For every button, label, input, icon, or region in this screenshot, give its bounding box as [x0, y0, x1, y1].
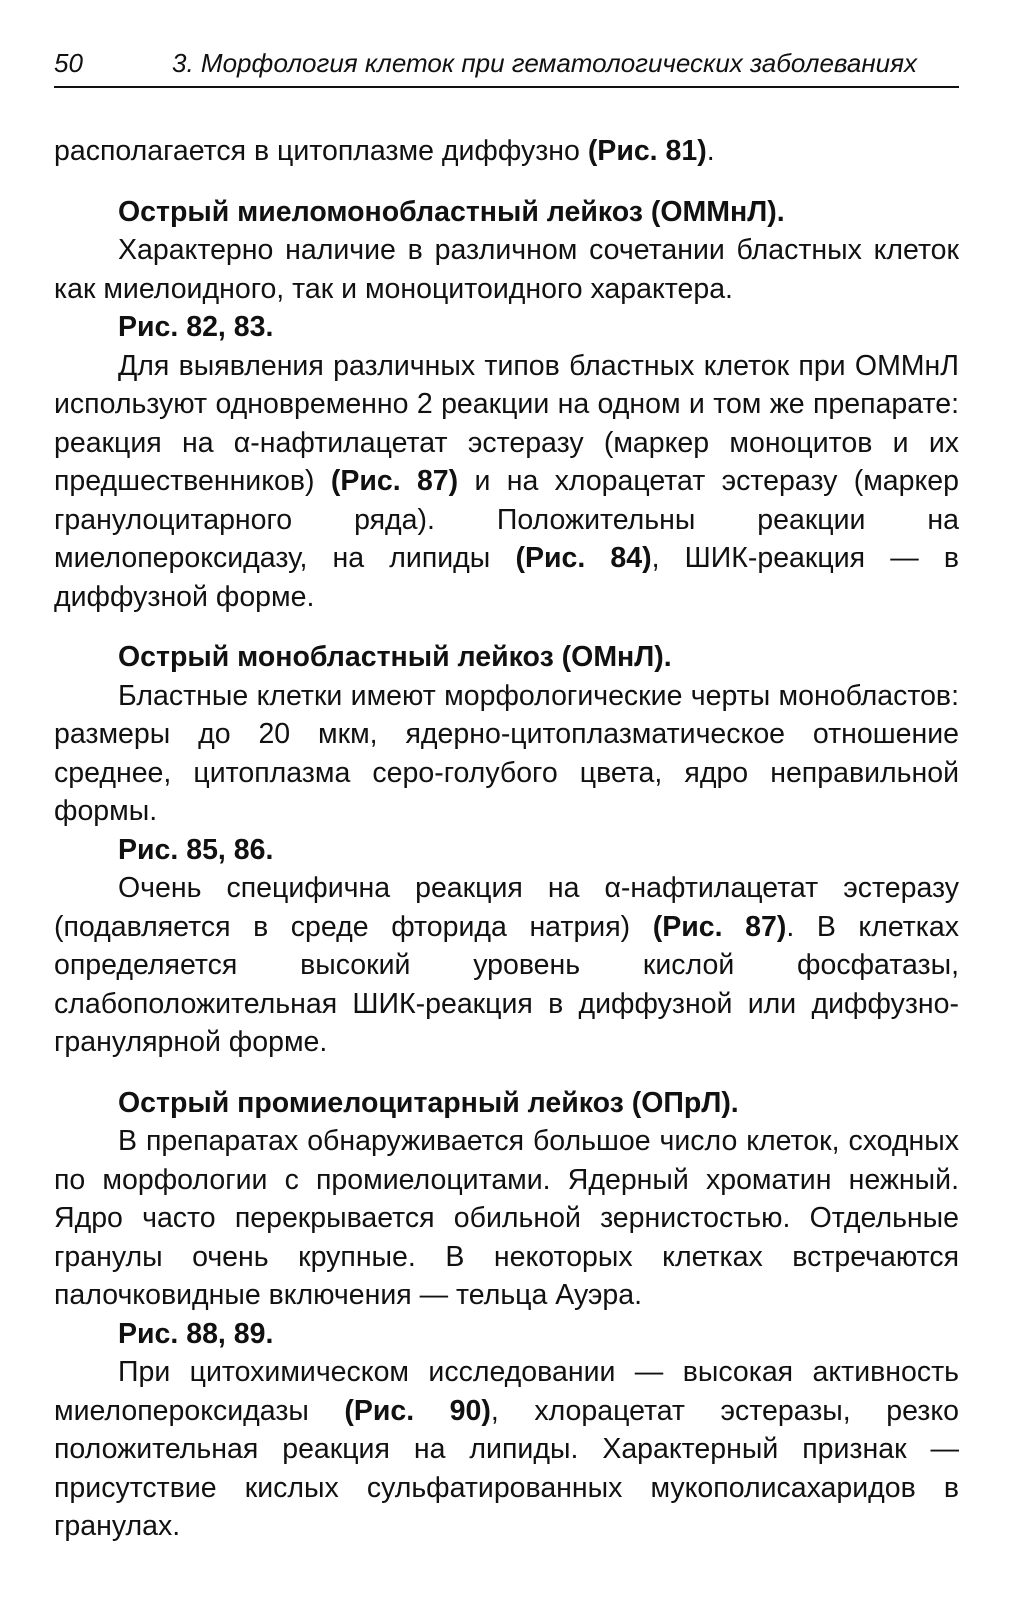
paragraph: Характерно наличие в различном сочетании бластных клеток как миелоидного, так и моноцитоидного характера.	[54, 234, 959, 305]
page-body	[54, 132, 959, 1546]
paragraph: Для выявления различных типов бластных клеток при ОММнЛ используют одновременно 2 реакции на одном и том же препарате: реакция на α-нафтилацетат эстеразу (маркер моноцитов и их предшественников) (Рис. 87) и на хлорацетат эстеразу (маркер гранулоцитарного ряда). Положительны реакции на миелопероксидазу, на липиды (Рис. 84), ШИК-реакция — в диффузной форме.	[54, 349, 959, 613]
running-header	[54, 44, 959, 88]
page-number: 50	[54, 48, 83, 78]
figure-caption-ref: Рис. 88, 89.	[118, 1317, 274, 1350]
figure-caption-ref: Рис. 82, 83.	[118, 311, 274, 343]
figure-reference: (Рис. 84)	[515, 542, 652, 574]
section-heading-ommnl: Острый миеломонобластный лейкоз (ОММнЛ).	[118, 195, 785, 228]
paragraph: В препаратах обнаруживается большое число клеток, сходных по морфологии с промиелоцитами. Ядерный хроматин нежный. Ядро часто перекрывается обильной зернистостью. Отдельные гранулы очень крупные. В некоторых клетках встречаются палочковидные включения — тельца Ауэра.	[54, 1125, 959, 1311]
figure-caption-ref: Рис. 85, 86.	[118, 833, 274, 866]
section-heading-omnl: Острый монобластный лейкоз (ОМнЛ).	[118, 641, 672, 673]
figure-reference: (Рис. 87)	[652, 910, 787, 943]
paragraph: При цитохимическом исследовании — высокая активность миелопероксидазы (Рис. 90), хлорацетат эстеразы, резко положительная реакция на липиды. Характерный признак — присутствие кислых сульфатированных мукополисахаридов в гранулах.	[54, 1356, 960, 1542]
section-heading-oprl: Острый промиелоцитарный лейкоз (ОПрЛ).	[118, 1086, 739, 1119]
paragraph: Очень специфична реакция на α-нафтилацетат эстеразу (подавляется в среде фторида натрия) (Рис. 87). В клетках определяется высокий уровень кислой фосфатазы, слабоположительная ШИК-реакция в диффузной или диффузно-гранулярной форме.	[54, 872, 959, 1058]
paragraph: Бластные клетки имеют морфологические черты монобластов: размеры до 20 мкм, ядерно-цитоплазматическое отношение среднее, цитоплазма серо-голубого цвета, ядро неправильной формы.	[54, 679, 959, 827]
figure-reference: (Рис. 90)	[344, 1394, 491, 1427]
paragraph-continuation: располагается в цитоплазме диффузно (Рис. 81).	[54, 135, 715, 167]
figure-reference: (Рис. 87)	[330, 465, 459, 497]
figure-reference: (Рис. 81)	[587, 135, 707, 167]
chapter-title: 3. Морфология клеток при гематологических заболеваниях	[172, 48, 918, 78]
